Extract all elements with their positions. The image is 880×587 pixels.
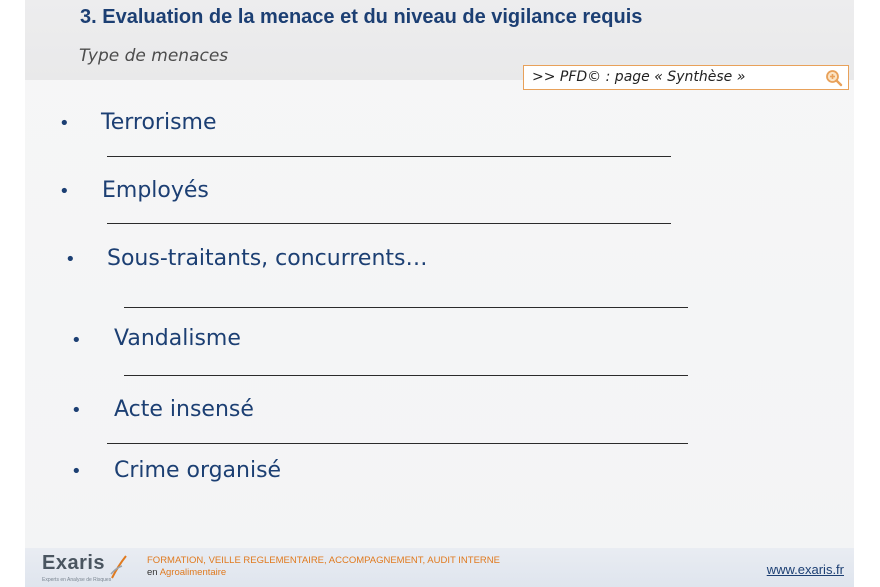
threat-item: Acte insensé xyxy=(114,397,254,422)
bullet-icon: • xyxy=(59,113,70,134)
services-text: FORMATION, VEILLE REGLEMENTAIRE, ACCOMPAGNEMENT, AUDIT INTERNE xyxy=(147,555,500,566)
bullet-icon: • xyxy=(71,400,82,421)
slide-subtitle: Type de menaces xyxy=(79,46,229,66)
threat-item: Sous-traitants, concurrents… xyxy=(107,246,428,271)
logo-wordmark: Exaris xyxy=(42,552,106,574)
answer-line xyxy=(107,443,688,444)
services-sector: Agroalimentaire xyxy=(159,567,227,578)
threat-item: Employés xyxy=(102,178,209,203)
footer xyxy=(25,548,854,587)
reference-box[interactable] xyxy=(523,65,849,90)
answer-line xyxy=(107,156,671,157)
threat-item: Terrorisme xyxy=(101,110,217,135)
bullet-icon: • xyxy=(65,249,76,270)
bullet-icon: • xyxy=(71,330,82,351)
logo-swoosh-icon xyxy=(110,554,128,580)
services-prefix: en xyxy=(147,567,160,578)
zoom-in-icon[interactable] xyxy=(825,69,843,87)
website-link[interactable]: www.exaris.fr xyxy=(766,562,844,577)
answer-line xyxy=(124,375,688,376)
slide xyxy=(25,0,854,587)
services-text-sector xyxy=(147,567,226,578)
logo-tagline: Experts en Analyse de Risques xyxy=(42,577,112,583)
slide-title: 3. Evaluation de la menace et du niveau de vigilance requis xyxy=(80,6,643,28)
threat-item: Crime organisé xyxy=(114,458,282,483)
answer-line xyxy=(107,223,671,224)
bullet-icon: • xyxy=(71,461,82,482)
answer-line xyxy=(124,307,688,308)
reference-text: >> PFD© : page « Synthèse » xyxy=(532,69,746,85)
threat-item: Vandalisme xyxy=(114,326,241,351)
bullet-icon: • xyxy=(59,181,70,202)
exaris-logo xyxy=(42,552,132,584)
